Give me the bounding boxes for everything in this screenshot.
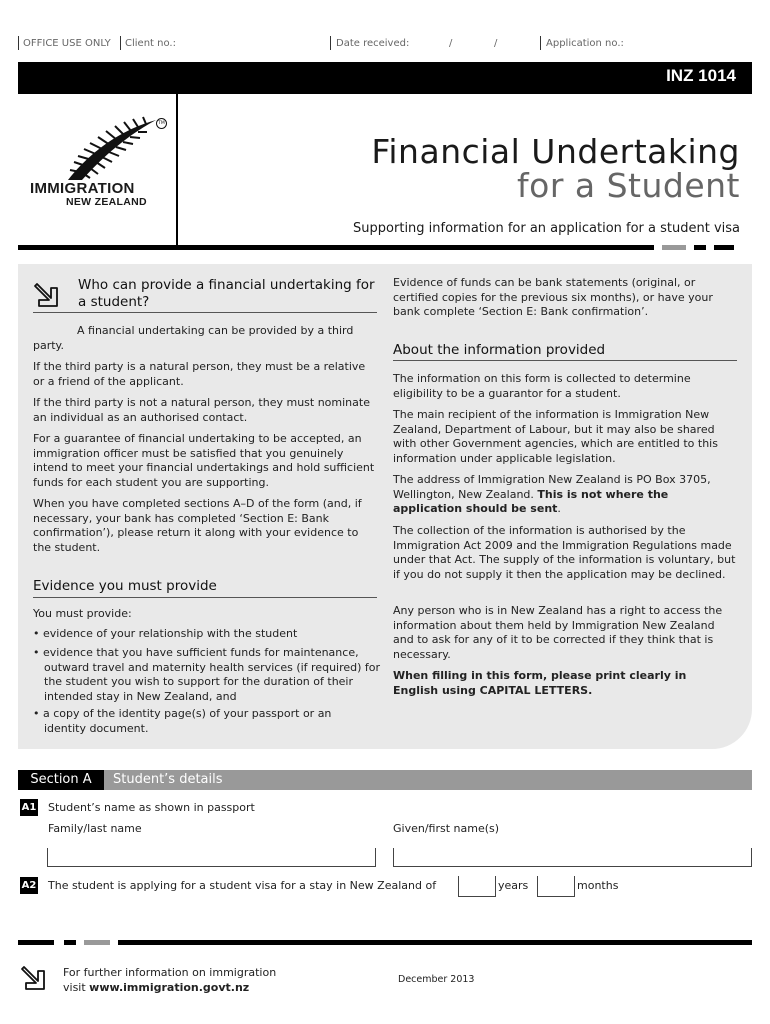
- footer-info: For further information on immigration: [63, 966, 277, 979]
- years-label: years: [498, 879, 529, 892]
- divider: [33, 312, 377, 313]
- divider: [120, 36, 121, 50]
- application-no-label: Application no.:: [546, 38, 624, 49]
- access-para: Any person who is in New Zealand has a right to access the information about them held by Immigration New Zealand and to ask for any of it to be corrected if they think that is necessary.: [393, 604, 723, 661]
- months-input[interactable]: [537, 876, 575, 897]
- office-use-strip: [18, 36, 752, 50]
- capitals-note: When filling in this form, please print clearly in English using CAPITAL LETTERS.: [393, 669, 687, 697]
- footer-rule: [18, 940, 54, 945]
- footer-rule: [84, 940, 110, 945]
- date-received-label: Date received:: [336, 38, 410, 49]
- family-name-label: Family/last name: [48, 822, 142, 835]
- form-code: INZ 1014: [666, 66, 736, 85]
- months-label: months: [577, 879, 619, 892]
- arrow-icon: [33, 278, 67, 312]
- header-divider: [176, 94, 178, 249]
- address-end: .: [557, 502, 561, 515]
- question-number-a2: A2: [20, 877, 38, 894]
- family-name-input[interactable]: [47, 848, 376, 867]
- years-input[interactable]: [458, 876, 496, 897]
- footer-url-link[interactable]: www.immigration.govt.nz: [89, 981, 250, 994]
- page-title: Financial Undertaking: [371, 132, 740, 171]
- section-a-label: Section A: [18, 770, 104, 790]
- who-para-4: For a guarantee of financial undertaking to be accepted, an immigration officer must be satisfied that you genuinely intend to meet your financial undertakings and hold sufficient funds for each student you are supporting.: [33, 432, 375, 489]
- question-number-a1: A1: [20, 799, 38, 816]
- who-para-5: When you have completed sections A–D of the form (and, if necessary, your bank has completed ‘Section E: Bank confirmation’), please return it along with your evidence to the student.: [33, 497, 362, 554]
- footer-date: December 2013: [398, 974, 475, 985]
- header-rule-dash: [662, 245, 686, 250]
- footer-visit: [63, 981, 249, 996]
- date-slash: /: [494, 38, 498, 49]
- page-subtitle: Supporting information for an application for a student visa: [353, 221, 740, 236]
- evidence-intro: You must provide:: [33, 607, 132, 620]
- client-no-label: Client no.:: [125, 38, 176, 49]
- a2-question: The student is applying for a student visa for a stay in New Zealand of: [48, 879, 437, 892]
- evidence-item: • evidence of your relationship with the student: [33, 627, 298, 640]
- divider: [540, 36, 541, 50]
- address-para: [393, 473, 738, 517]
- given-name-label: Given/first name(s): [393, 822, 500, 835]
- logo-immigration: IMMIGRATION: [30, 180, 135, 197]
- silver-fern-logo: [60, 112, 170, 182]
- footer-rule: [64, 940, 76, 945]
- footer-visit-text: visit: [63, 981, 90, 994]
- divider: [33, 597, 377, 598]
- evidence-item: • a copy of the identity page(s) of your passport or an identity document.: [33, 707, 332, 735]
- who-heading: Who can provide a financial undertaking for a student?: [78, 277, 375, 310]
- collection-para: The collection of the information is authorised by the Immigration Act 2009 and the Immigration Regulations made under that Act. The supply of the information is voluntary, but if you do not supply it then the application may be declined.: [393, 524, 736, 581]
- about-para-2: The main recipient of the information is Immigration New Zealand, Department of Labour, but it may also be shared with other Government agencies, which are entitled to this information under applicable legislation.: [393, 408, 718, 465]
- a1-question: Student’s name as shown in passport: [48, 801, 255, 814]
- arrow-icon: [20, 961, 54, 995]
- header-bar: [18, 62, 752, 94]
- divider: [393, 360, 737, 361]
- who-para-1: A financial undertaking can be provided by a third party.: [33, 324, 354, 352]
- header-rule-dash: [694, 245, 706, 250]
- who-para-2: If the third party is a natural person, they must be a relative or a friend of the applicant.: [33, 360, 366, 388]
- address-warning: This is not where the application should be sent: [393, 487, 669, 515]
- logo-new-zealand: NEW ZEALAND: [66, 196, 147, 208]
- evidence-item: • evidence that you have sufficient funds for maintenance, outward travel and maternity health services (if required) for the student you wish to support for the duration of their intended stay in New Zealand, and: [33, 646, 381, 703]
- trademark-mark: TM: [156, 118, 167, 129]
- footer-rule: [118, 940, 752, 945]
- date-slash: /: [449, 38, 453, 49]
- address-text: The address of Immigration New Zealand is PO Box 3705, Wellington, New Zealand.: [393, 473, 711, 501]
- header-rule: [18, 245, 654, 250]
- section-a-header: [18, 770, 752, 790]
- given-name-input[interactable]: [393, 848, 752, 867]
- section-a-title: Student’s details: [113, 772, 223, 787]
- evidence-heading: Evidence you must provide: [33, 578, 217, 594]
- about-heading: About the information provided: [393, 342, 606, 358]
- funds-para: Evidence of funds can be bank statements (original, or certified copies for the previous six months), or have your bank complete ‘Section E: Bank confirmation’.: [393, 276, 713, 318]
- about-para-1: The information on this form is collected to determine eligibility to be a guarantor for a student.: [393, 372, 691, 400]
- who-para-3: If the third party is not a natural person, they must nominate an individual as an authorised contact.: [33, 396, 370, 424]
- header-rule-dash: [714, 245, 734, 250]
- page-title-line2: for a Student: [517, 166, 740, 205]
- divider: [18, 36, 19, 50]
- divider: [330, 36, 331, 50]
- office-use-label: OFFICE USE ONLY: [23, 38, 111, 49]
